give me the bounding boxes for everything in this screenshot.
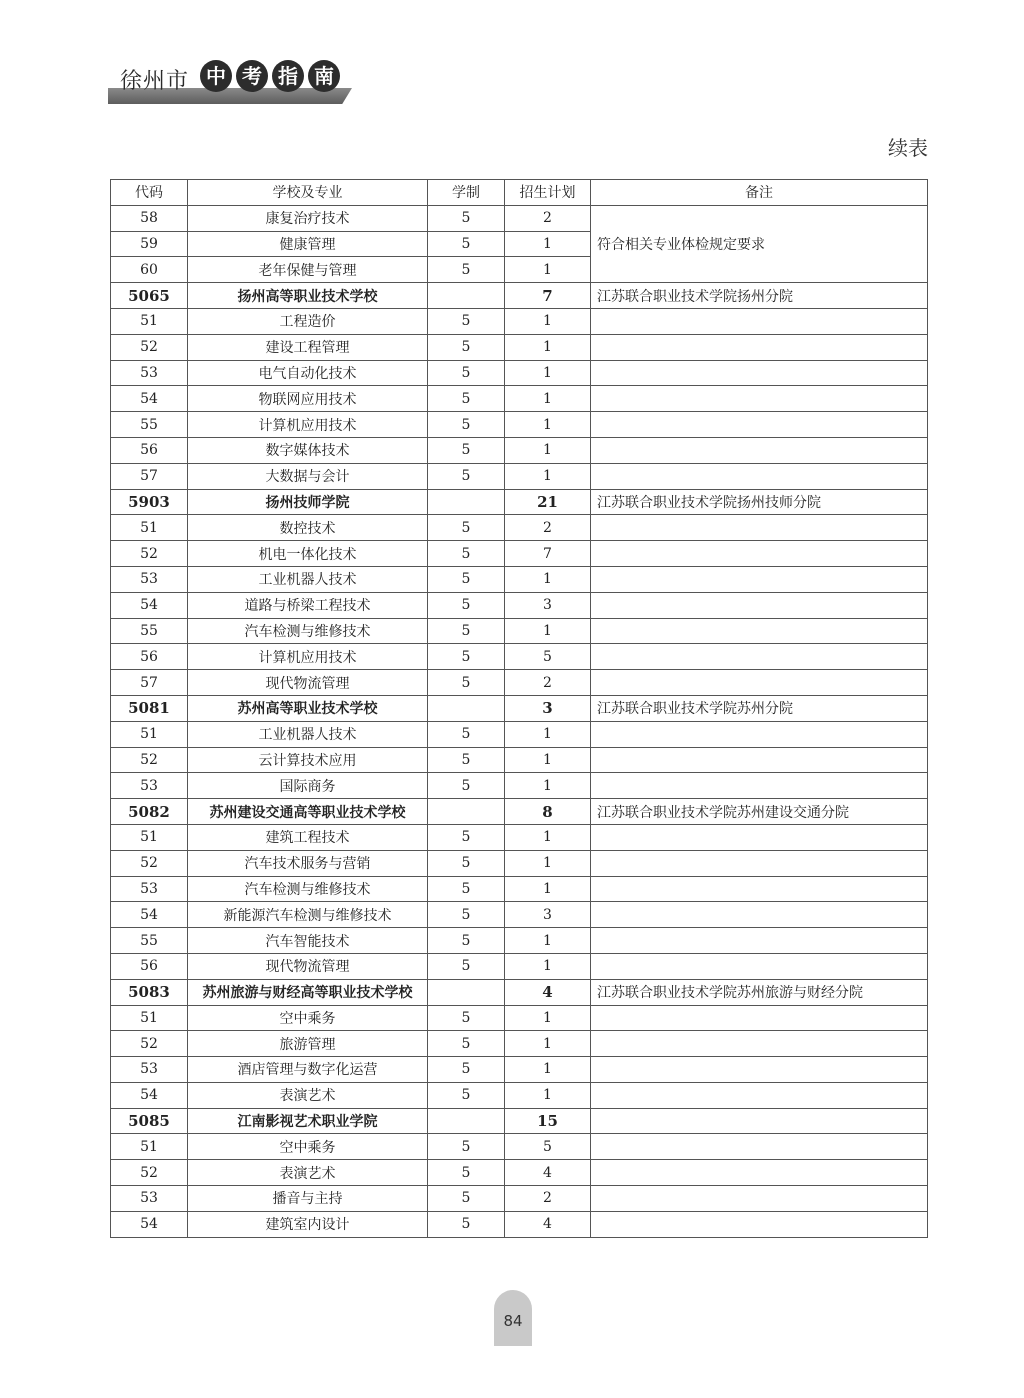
major-row bbox=[111, 308, 928, 334]
note-cell bbox=[591, 1186, 928, 1212]
code-cell: 51 bbox=[111, 721, 188, 747]
code-cell: 56 bbox=[111, 644, 188, 670]
page-number: 84 bbox=[494, 1290, 532, 1346]
plan-cell: 2 bbox=[505, 205, 591, 231]
note-cell bbox=[591, 592, 928, 618]
name-cell: 建筑工程技术 bbox=[188, 824, 428, 850]
plan-cell: 3 bbox=[505, 902, 591, 928]
note-cell bbox=[591, 1211, 928, 1237]
brand-char: 中 bbox=[200, 60, 232, 92]
plan-cell: 7 bbox=[505, 541, 591, 567]
years-cell bbox=[428, 1108, 505, 1134]
plan-cell: 1 bbox=[505, 437, 591, 463]
code-cell: 52 bbox=[111, 747, 188, 773]
plan-cell: 1 bbox=[505, 360, 591, 386]
enrollment-table bbox=[110, 179, 928, 1238]
code-cell: 53 bbox=[111, 1186, 188, 1212]
note-cell bbox=[591, 1108, 928, 1134]
note-cell bbox=[591, 876, 928, 902]
note-cell bbox=[591, 412, 928, 438]
years-cell bbox=[428, 979, 505, 1005]
brand-char: 考 bbox=[236, 60, 268, 92]
name-cell: 数控技术 bbox=[188, 515, 428, 541]
note-cell bbox=[591, 902, 928, 928]
code-cell: 5903 bbox=[111, 489, 188, 515]
note-cell: 江苏联合职业技术学院苏州分院 bbox=[591, 695, 928, 721]
code-cell: 55 bbox=[111, 928, 188, 954]
note-cell bbox=[591, 386, 928, 412]
years-cell bbox=[428, 489, 505, 515]
years-cell: 5 bbox=[428, 928, 505, 954]
years-cell: 5 bbox=[428, 205, 505, 231]
school-row bbox=[111, 1108, 928, 1134]
name-cell: 苏州旅游与财经高等职业技术学校 bbox=[188, 979, 428, 1005]
years-cell: 5 bbox=[428, 721, 505, 747]
plan-cell: 5 bbox=[505, 1134, 591, 1160]
note-cell bbox=[591, 566, 928, 592]
plan-cell: 8 bbox=[505, 799, 591, 825]
years-cell: 5 bbox=[428, 463, 505, 489]
code-cell: 53 bbox=[111, 876, 188, 902]
note-cell bbox=[591, 1005, 928, 1031]
years-cell: 5 bbox=[428, 386, 505, 412]
code-cell: 52 bbox=[111, 334, 188, 360]
plan-cell: 1 bbox=[505, 1082, 591, 1108]
years-cell: 5 bbox=[428, 747, 505, 773]
name-cell: 新能源汽车检测与维修技术 bbox=[188, 902, 428, 928]
code-cell: 51 bbox=[111, 1005, 188, 1031]
plan-cell: 1 bbox=[505, 928, 591, 954]
note-cell bbox=[591, 850, 928, 876]
note-cell bbox=[591, 334, 928, 360]
years-cell: 5 bbox=[428, 670, 505, 696]
name-cell: 汽车技术服务与营销 bbox=[188, 850, 428, 876]
code-cell: 57 bbox=[111, 670, 188, 696]
plan-cell: 1 bbox=[505, 412, 591, 438]
note-cell bbox=[591, 747, 928, 773]
code-cell: 60 bbox=[111, 257, 188, 283]
major-row bbox=[111, 953, 928, 979]
code-cell: 56 bbox=[111, 953, 188, 979]
name-cell: 工程造价 bbox=[188, 308, 428, 334]
major-row bbox=[111, 644, 928, 670]
note-cell bbox=[591, 360, 928, 386]
name-cell: 表演艺术 bbox=[188, 1160, 428, 1186]
note-cell: 江苏联合职业技术学院苏州旅游与财经分院 bbox=[591, 979, 928, 1005]
brand-char: 南 bbox=[308, 60, 340, 92]
code-cell: 52 bbox=[111, 850, 188, 876]
code-cell: 53 bbox=[111, 360, 188, 386]
years-cell: 5 bbox=[428, 644, 505, 670]
code-cell: 51 bbox=[111, 308, 188, 334]
plan-cell: 1 bbox=[505, 566, 591, 592]
note-cell bbox=[591, 1031, 928, 1057]
code-cell: 5085 bbox=[111, 1108, 188, 1134]
name-cell: 现代物流管理 bbox=[188, 670, 428, 696]
years-cell: 5 bbox=[428, 850, 505, 876]
school-row bbox=[111, 695, 928, 721]
major-row bbox=[111, 1134, 928, 1160]
code-cell: 54 bbox=[111, 386, 188, 412]
name-cell: 健康管理 bbox=[188, 231, 428, 257]
plan-cell: 1 bbox=[505, 850, 591, 876]
years-cell: 5 bbox=[428, 1186, 505, 1212]
code-cell: 55 bbox=[111, 618, 188, 644]
header-years: 学制 bbox=[428, 180, 505, 206]
code-cell: 54 bbox=[111, 1082, 188, 1108]
years-cell: 5 bbox=[428, 412, 505, 438]
continued-label: 续表 bbox=[888, 136, 928, 160]
plan-cell: 5 bbox=[505, 644, 591, 670]
name-cell: 康复治疗技术 bbox=[188, 205, 428, 231]
major-row bbox=[111, 850, 928, 876]
name-cell: 建设工程管理 bbox=[188, 334, 428, 360]
plan-cell: 1 bbox=[505, 463, 591, 489]
plan-cell: 4 bbox=[505, 1211, 591, 1237]
plan-cell: 1 bbox=[505, 618, 591, 644]
note-cell bbox=[591, 1082, 928, 1108]
years-cell: 5 bbox=[428, 592, 505, 618]
years-cell: 5 bbox=[428, 231, 505, 257]
major-row bbox=[111, 515, 928, 541]
note-cell bbox=[591, 437, 928, 463]
years-cell: 5 bbox=[428, 566, 505, 592]
plan-cell: 2 bbox=[505, 670, 591, 696]
years-cell: 5 bbox=[428, 515, 505, 541]
code-cell: 53 bbox=[111, 566, 188, 592]
name-cell: 工业机器人技术 bbox=[188, 721, 428, 747]
header-plan: 招生计划 bbox=[505, 180, 591, 206]
name-cell: 工业机器人技术 bbox=[188, 566, 428, 592]
years-cell: 5 bbox=[428, 824, 505, 850]
note-cell bbox=[591, 670, 928, 696]
name-cell: 道路与桥梁工程技术 bbox=[188, 592, 428, 618]
name-cell: 老年保健与管理 bbox=[188, 257, 428, 283]
major-row bbox=[111, 928, 928, 954]
major-row bbox=[111, 1082, 928, 1108]
note-cell bbox=[591, 953, 928, 979]
school-row bbox=[111, 799, 928, 825]
plan-cell: 3 bbox=[505, 695, 591, 721]
plan-cell: 1 bbox=[505, 386, 591, 412]
major-row bbox=[111, 360, 928, 386]
plan-cell: 4 bbox=[505, 1160, 591, 1186]
plan-cell: 1 bbox=[505, 1031, 591, 1057]
plan-cell: 1 bbox=[505, 1057, 591, 1083]
major-row bbox=[111, 386, 928, 412]
code-cell: 59 bbox=[111, 231, 188, 257]
name-cell: 建筑室内设计 bbox=[188, 1211, 428, 1237]
years-cell: 5 bbox=[428, 1082, 505, 1108]
years-cell: 5 bbox=[428, 953, 505, 979]
plan-cell: 21 bbox=[505, 489, 591, 515]
name-cell: 汽车检测与维修技术 bbox=[188, 618, 428, 644]
major-row bbox=[111, 205, 928, 231]
plan-cell: 1 bbox=[505, 257, 591, 283]
plan-cell: 4 bbox=[505, 979, 591, 1005]
note-cell: 江苏联合职业技术学院扬州分院 bbox=[591, 283, 928, 309]
name-cell: 苏州建设交通高等职业技术学校 bbox=[188, 799, 428, 825]
header-code: 代码 bbox=[111, 180, 188, 206]
name-cell: 计算机应用技术 bbox=[188, 644, 428, 670]
name-cell: 现代物流管理 bbox=[188, 953, 428, 979]
plan-cell: 1 bbox=[505, 824, 591, 850]
school-row bbox=[111, 979, 928, 1005]
name-cell: 电气自动化技术 bbox=[188, 360, 428, 386]
major-row bbox=[111, 541, 928, 567]
name-cell: 播音与主持 bbox=[188, 1186, 428, 1212]
major-row bbox=[111, 412, 928, 438]
name-cell: 空中乘务 bbox=[188, 1134, 428, 1160]
code-cell: 51 bbox=[111, 515, 188, 541]
major-row bbox=[111, 334, 928, 360]
note-cell bbox=[591, 773, 928, 799]
book-header bbox=[108, 58, 358, 110]
major-row bbox=[111, 566, 928, 592]
years-cell: 5 bbox=[428, 1005, 505, 1031]
major-row bbox=[111, 437, 928, 463]
years-cell: 5 bbox=[428, 618, 505, 644]
years-cell: 5 bbox=[428, 1057, 505, 1083]
plan-cell: 2 bbox=[505, 1186, 591, 1212]
code-cell: 52 bbox=[111, 1031, 188, 1057]
plan-cell: 1 bbox=[505, 953, 591, 979]
code-cell: 53 bbox=[111, 1057, 188, 1083]
major-row bbox=[111, 876, 928, 902]
table-header-row bbox=[111, 180, 928, 206]
note-cell: 江苏联合职业技术学院苏州建设交通分院 bbox=[591, 799, 928, 825]
code-cell: 54 bbox=[111, 902, 188, 928]
code-cell: 58 bbox=[111, 205, 188, 231]
header-note: 备注 bbox=[591, 180, 928, 206]
years-cell: 5 bbox=[428, 902, 505, 928]
major-row bbox=[111, 463, 928, 489]
name-cell: 国际商务 bbox=[188, 773, 428, 799]
code-cell: 57 bbox=[111, 463, 188, 489]
major-row bbox=[111, 1005, 928, 1031]
name-cell: 旅游管理 bbox=[188, 1031, 428, 1057]
school-row bbox=[111, 489, 928, 515]
name-cell: 物联网应用技术 bbox=[188, 386, 428, 412]
note-cell bbox=[591, 1160, 928, 1186]
note-cell bbox=[591, 618, 928, 644]
name-cell: 汽车检测与维修技术 bbox=[188, 876, 428, 902]
name-cell: 汽车智能技术 bbox=[188, 928, 428, 954]
plan-cell: 1 bbox=[505, 231, 591, 257]
note-cell bbox=[591, 721, 928, 747]
name-cell: 空中乘务 bbox=[188, 1005, 428, 1031]
code-cell: 51 bbox=[111, 824, 188, 850]
note-cell: 符合相关专业体检规定要求 bbox=[591, 205, 928, 282]
code-cell: 54 bbox=[111, 592, 188, 618]
school-row bbox=[111, 283, 928, 309]
name-cell: 苏州高等职业技术学校 bbox=[188, 695, 428, 721]
note-cell bbox=[591, 928, 928, 954]
major-row bbox=[111, 1031, 928, 1057]
code-cell: 55 bbox=[111, 412, 188, 438]
header-brand bbox=[200, 60, 340, 92]
plan-cell: 1 bbox=[505, 876, 591, 902]
name-cell: 扬州高等职业技术学校 bbox=[188, 283, 428, 309]
major-row bbox=[111, 747, 928, 773]
major-row bbox=[111, 592, 928, 618]
years-cell: 5 bbox=[428, 1031, 505, 1057]
note-cell bbox=[591, 1134, 928, 1160]
header-school-major: 学校及专业 bbox=[188, 180, 428, 206]
header-city: 徐州市 bbox=[120, 69, 190, 94]
major-row bbox=[111, 618, 928, 644]
years-cell: 5 bbox=[428, 541, 505, 567]
plan-cell: 1 bbox=[505, 308, 591, 334]
code-cell: 5083 bbox=[111, 979, 188, 1005]
note-cell bbox=[591, 824, 928, 850]
name-cell: 计算机应用技术 bbox=[188, 412, 428, 438]
plan-cell: 2 bbox=[505, 515, 591, 541]
years-cell: 5 bbox=[428, 360, 505, 386]
code-cell: 5081 bbox=[111, 695, 188, 721]
years-cell: 5 bbox=[428, 257, 505, 283]
code-cell: 54 bbox=[111, 1211, 188, 1237]
code-cell: 52 bbox=[111, 541, 188, 567]
years-cell: 5 bbox=[428, 1160, 505, 1186]
plan-cell: 15 bbox=[505, 1108, 591, 1134]
plan-cell: 1 bbox=[505, 773, 591, 799]
name-cell: 机电一体化技术 bbox=[188, 541, 428, 567]
code-cell: 5082 bbox=[111, 799, 188, 825]
years-cell bbox=[428, 799, 505, 825]
note-cell bbox=[591, 541, 928, 567]
years-cell: 5 bbox=[428, 1134, 505, 1160]
name-cell: 数字媒体技术 bbox=[188, 437, 428, 463]
name-cell: 表演艺术 bbox=[188, 1082, 428, 1108]
years-cell: 5 bbox=[428, 437, 505, 463]
note-cell bbox=[591, 515, 928, 541]
major-row bbox=[111, 1057, 928, 1083]
years-cell: 5 bbox=[428, 876, 505, 902]
years-cell: 5 bbox=[428, 334, 505, 360]
major-row bbox=[111, 773, 928, 799]
years-cell: 5 bbox=[428, 308, 505, 334]
note-cell bbox=[591, 308, 928, 334]
note-cell bbox=[591, 644, 928, 670]
major-row bbox=[111, 721, 928, 747]
plan-cell: 7 bbox=[505, 283, 591, 309]
code-cell: 5065 bbox=[111, 283, 188, 309]
note-cell: 江苏联合职业技术学院扬州技师分院 bbox=[591, 489, 928, 515]
years-cell: 5 bbox=[428, 773, 505, 799]
name-cell: 云计算技术应用 bbox=[188, 747, 428, 773]
plan-cell: 1 bbox=[505, 1005, 591, 1031]
code-cell: 53 bbox=[111, 773, 188, 799]
brand-char: 指 bbox=[272, 60, 304, 92]
major-row bbox=[111, 670, 928, 696]
major-row bbox=[111, 1160, 928, 1186]
code-cell: 52 bbox=[111, 1160, 188, 1186]
name-cell: 大数据与会计 bbox=[188, 463, 428, 489]
years-cell bbox=[428, 695, 505, 721]
plan-cell: 1 bbox=[505, 747, 591, 773]
name-cell: 江南影视艺术职业学院 bbox=[188, 1108, 428, 1134]
name-cell: 酒店管理与数字化运营 bbox=[188, 1057, 428, 1083]
plan-cell: 1 bbox=[505, 721, 591, 747]
plan-cell: 1 bbox=[505, 334, 591, 360]
major-row bbox=[111, 1211, 928, 1237]
note-cell bbox=[591, 463, 928, 489]
plan-cell: 3 bbox=[505, 592, 591, 618]
years-cell: 5 bbox=[428, 1211, 505, 1237]
name-cell: 扬州技师学院 bbox=[188, 489, 428, 515]
major-row bbox=[111, 1186, 928, 1212]
major-row bbox=[111, 902, 928, 928]
years-cell bbox=[428, 283, 505, 309]
code-cell: 56 bbox=[111, 437, 188, 463]
major-row bbox=[111, 824, 928, 850]
code-cell: 51 bbox=[111, 1134, 188, 1160]
note-cell bbox=[591, 1057, 928, 1083]
table-body bbox=[111, 205, 928, 1237]
